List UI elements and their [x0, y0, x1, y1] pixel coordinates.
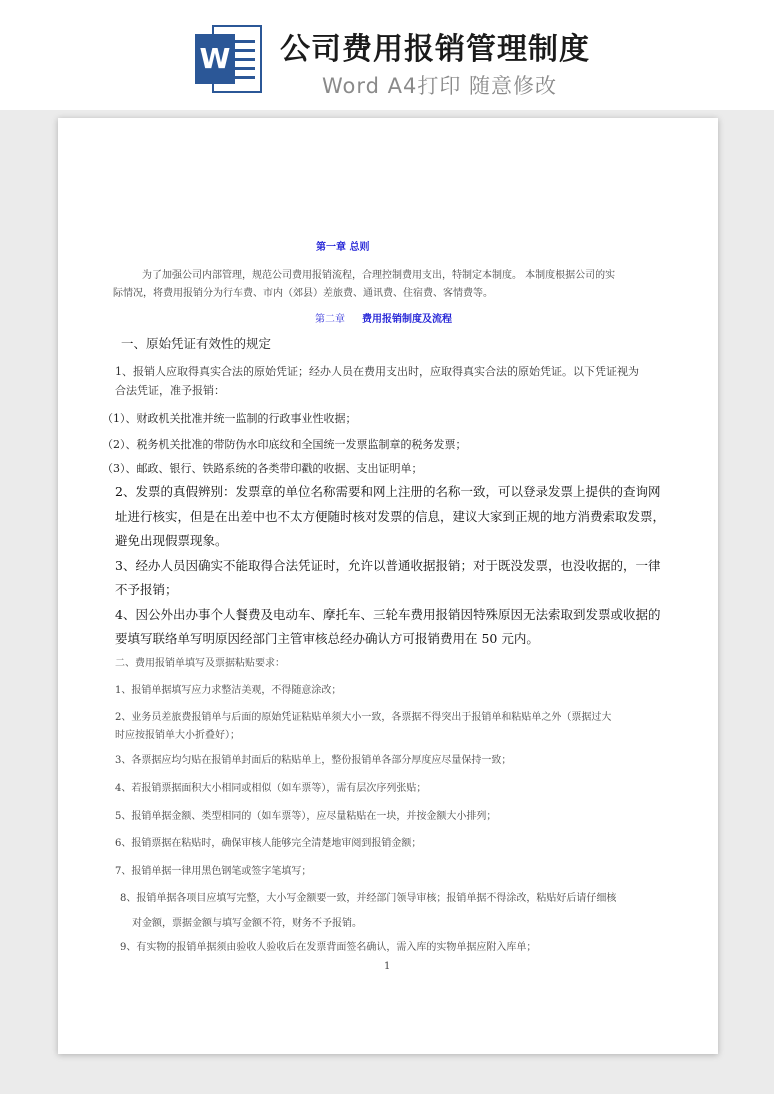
- requirement-4: 4、若报销票据面积大小相同或相似（如车票等），需有层次序列张贴；: [115, 783, 427, 794]
- requirement-2-line-2: 时应按报销单大小折叠好）；: [115, 730, 240, 741]
- document-page: [58, 118, 718, 1054]
- section2-heading: 二、费用报销单填写及票据粘贴要求：: [115, 658, 285, 669]
- requirement-1: 1、报销单据填写应力求整洁美观，不得随意涂改；: [115, 685, 342, 696]
- requirement-8-line-1: 8、报销单据各项目应填写完整，大小写金额要一致，并经部门领导审核；报销单据不得涂改，粘贴好后请仔细核: [120, 893, 617, 904]
- rule2-line-3: 避免出现假票现象。: [115, 533, 228, 548]
- intro-line-2: 际情况，将费用报销分为行车费、市内（郊县）差旅费、通讯费、住宿费、客情费等。: [113, 288, 493, 299]
- rule2-line-2: 址进行核实，但是在出差中也不太方便随时核对发票的信息，建议大家到正规的地方消费索取发票，: [115, 509, 666, 524]
- rule4-line-1: 4、因公外出办事个人餐费及电动车、摩托车、三轮车费用报销因特殊原因无法索取到发票或收据的: [115, 607, 661, 622]
- requirement-8-line-2: 对金额，票据金额与填写金额不符，财务不予报销。: [132, 918, 362, 929]
- requirement-3: 3、各票据应均匀贴在报销单封面后的粘贴单上，整份报销单各部分厚度应尽量保持一致；: [115, 755, 512, 766]
- word-document-icon: [193, 22, 265, 96]
- requirement-9: 9、有实物的报销单据须由验收人验收后在发票背面签名确认，需入库的实物单据应附入库单；: [120, 942, 537, 953]
- intro-line-1: 为了加强公司内部管理，规范公司费用报销流程，合理控制费用支出，特制定本制度。 本制度根据公司的实: [142, 270, 616, 281]
- rule3-line-2: 不予报销；: [115, 582, 178, 597]
- page-number: 1: [384, 961, 391, 972]
- rule4-line-2: 要填写联络单写明原因经部门主管审核总经办确认方可报销费用在 50 元内。: [115, 631, 539, 646]
- chapter2-title: 费用报销制度及流程: [362, 314, 452, 325]
- requirement-6: 6、报销票据在粘贴时，确保审核人能够完全清楚地审阅到报销金额；: [115, 838, 422, 849]
- chapter1-title: 第一章 总则: [316, 242, 370, 253]
- sub-item-1: （1）、财政机关批准并统一监制的行政事业性收据；: [102, 412, 357, 425]
- rule1-line-2: 合法凭证，准予报销：: [115, 384, 225, 397]
- banner-title: 公司费用报销管理制度: [280, 32, 590, 67]
- chapter2-number: 第二章: [315, 314, 345, 325]
- sub-item-2: （2）、税务机关批准的带防伪水印底纹和全国统一发票监制章的税务发票；: [102, 438, 467, 451]
- banner-subtitle: Word A4打印 随意修改: [322, 74, 558, 98]
- rule1-line-1: 1、报销人应取得真实合法的原始凭证；经办人员在费用支出时，应取得真实合法的原始凭证。以下凭证视为: [115, 365, 639, 378]
- word-logo-letter: W: [199, 42, 231, 75]
- requirement-2-line-1: 2、业务员差旅费报销单与后面的原始凭证粘贴单须大小一致，各票据不得突出于报销单和粘贴单之外（票据过大: [115, 712, 612, 723]
- requirement-5: 5、报销单据金额、类型相同的（如车票等），应尽量粘贴在一块，并按金额大小排列；: [115, 811, 497, 822]
- sub-item-3: （3）、邮政、银行、铁路系统的各类带印戳的收据、支出证明单；: [102, 462, 423, 475]
- rule2-line-1: 2、发票的真假辨别：发票章的单位名称需要和网上注册的名称一致，可以登录发票上提供的查询网: [115, 484, 661, 499]
- requirement-7: 7、报销单据一律用黑色钢笔或签字笔填写；: [115, 866, 312, 877]
- rule3-line-1: 3、经办人员因确实不能取得合法凭证时，允许以普通收据报销；对于既没发票，也没收据的，一律: [115, 558, 661, 573]
- header-banner: [0, 0, 774, 110]
- section1-heading: 一、原始凭证有效性的规定: [121, 336, 272, 351]
